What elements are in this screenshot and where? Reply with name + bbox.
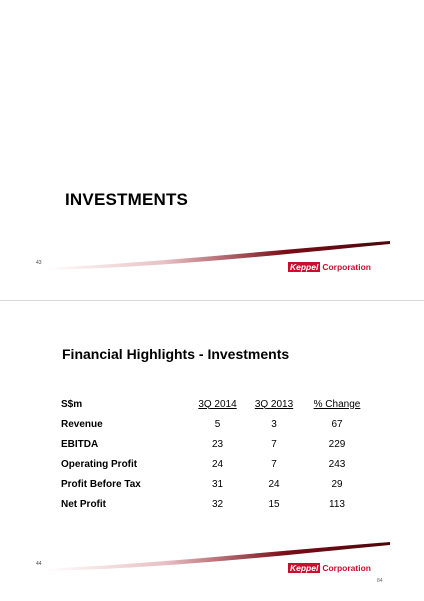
table-row [58, 474, 372, 494]
document-page-number: 84 [377, 578, 383, 584]
row-label: EBITDA [61, 438, 99, 450]
table-cell: 67 [331, 418, 343, 430]
table-cell: 7 [271, 438, 277, 450]
column-header: 3Q 2014 [198, 398, 237, 410]
column-header: S$m [61, 398, 83, 410]
table-cell: 229 [328, 438, 346, 450]
table-row [58, 434, 372, 454]
financial-table [58, 394, 372, 514]
table-row [58, 414, 372, 434]
page-number: 44 [36, 561, 42, 567]
row-label: Revenue [61, 418, 103, 430]
table-cell: 31 [211, 478, 224, 490]
table-row [58, 454, 372, 474]
row-label: Operating Profit [61, 458, 138, 470]
table-cell: 24 [268, 478, 280, 490]
table-cell: 243 [328, 458, 346, 470]
row-label: Profit Before Tax [61, 478, 141, 490]
slide-investments [0, 0, 424, 300]
row-label: Net Profit [61, 498, 106, 510]
table-cell: 3 [271, 418, 277, 430]
table-cell: 29 [331, 478, 343, 490]
table-cell: 7 [271, 458, 277, 470]
page-number: 43 [36, 260, 42, 266]
slide-financial-highlights [0, 300, 424, 601]
table-cell: 5 [214, 418, 221, 430]
table-cell: 24 [211, 458, 224, 470]
column-header: % Change [313, 398, 361, 410]
section-title: INVESTMENTS [65, 190, 189, 209]
keppel-corporation-logo: Keppel Corporation [290, 262, 371, 272]
table-row [58, 494, 372, 514]
keppel-corporation-logo: Keppel Corporation [290, 563, 371, 573]
column-header: 3Q 2013 [254, 398, 294, 410]
table-cell: 23 [211, 438, 224, 450]
table-header-row [58, 394, 372, 414]
table-cell: 32 [211, 498, 224, 510]
table-cell: 113 [329, 498, 345, 510]
slide-title: Financial Highlights - Investments [62, 346, 290, 362]
table-cell: 15 [268, 498, 280, 510]
